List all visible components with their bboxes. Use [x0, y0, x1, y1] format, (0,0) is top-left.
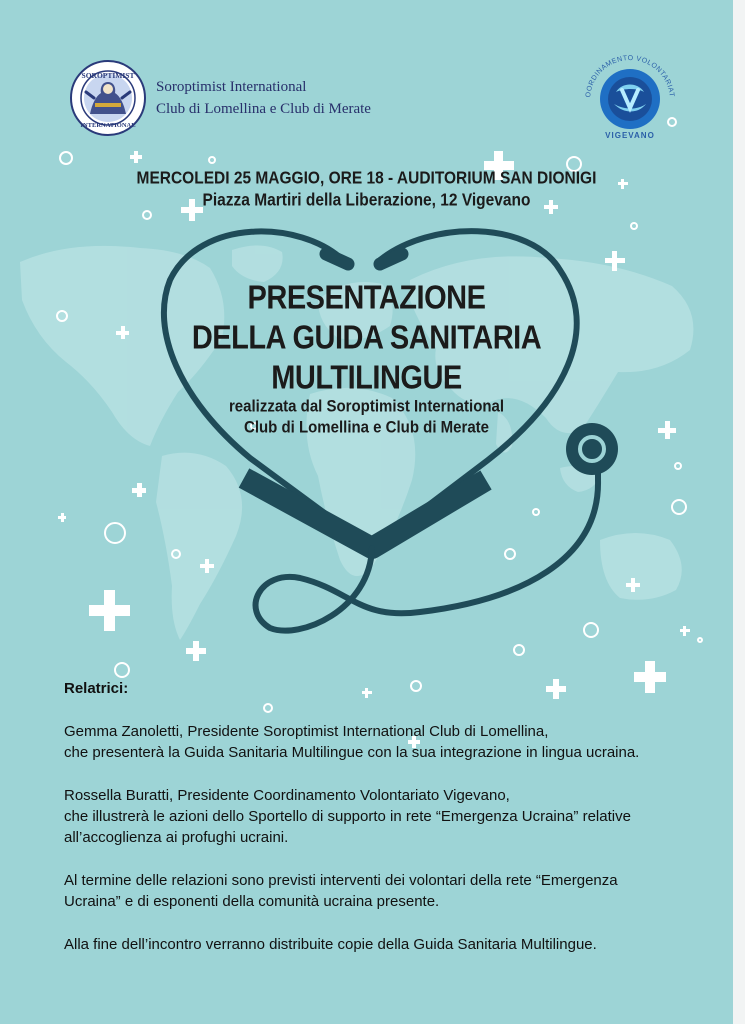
speaker-1: [64, 721, 704, 763]
body-text: [64, 678, 704, 977]
event-date-time: MERCOLEDI 25 MAGGIO, ORE 18 - AUDITORIUM SAN DIONIGI: [136, 168, 597, 188]
org-name-line2: Club di Lomellina e Club di Merate: [156, 101, 371, 117]
distribution-line: Alla fine dell’incontro verranno distribuite copie della Guida Sanitaria Multilingue.: [64, 936, 597, 953]
subtitle-line-1: realizzata dal Soroptimist International: [228, 397, 505, 416]
volontariato-logo-graphic: [580, 52, 680, 142]
event-address: Piazza Martiri della Liberazione, 12 Vigevano: [202, 190, 531, 210]
subtitle-line-2: Club di Lomellina e Club di Merate: [243, 418, 490, 437]
speaker-1-line-2: che presenterà la Guida Sanitaria Multilingue con la sua integrazione in lingua ucraina.: [64, 744, 640, 761]
closing-line-1: Al termine delle relazioni sono previsti interventi dei volontari della rete “Emergenza: [64, 872, 618, 889]
speaker-1-line-1: Gemma Zanoletti, Presidente Soroptimist International Club di Lomellina,: [64, 723, 549, 740]
title-line-3: MULTILINGUE: [271, 359, 462, 397]
org-name: [156, 76, 371, 120]
volontariato-logo: [580, 52, 680, 142]
org-name-line1: Soroptimist International: [156, 79, 307, 95]
speaker-2-line-1: Rossella Buratti, Presidente Coordinamento Volontariato Vigevano,: [64, 787, 510, 804]
speaker-2-line-2: che illustrerà le azioni dello Sportello di supporto in rete “Emergenza Ucraina” relative: [64, 808, 631, 825]
soroptimist-header: [68, 58, 388, 136]
title-line-2: DELLA GUIDA SANITARIA: [191, 319, 542, 357]
logo-text-bottom: INTERNATIONAL: [80, 122, 136, 129]
distribution-note: [64, 934, 704, 955]
closing-interventions: [64, 870, 704, 912]
logo-arc-text: OORDINAMENTO VOLONTARIAT: [585, 54, 675, 98]
speakers-heading: Relatrici:: [64, 680, 129, 697]
closing-line-2: Ucraina” e di esponenti della comunità ucraina presente.: [64, 893, 440, 910]
speaker-2-line-3: all’accoglienza ai profughi ucraini.: [64, 829, 289, 846]
page-edge: [733, 0, 745, 1024]
speaker-2: [64, 785, 704, 848]
title-line-1: PRESENTAZIONE: [247, 279, 486, 317]
logo-city-text: VIGEVANO: [605, 131, 655, 140]
soroptimist-logo: [68, 58, 148, 138]
logo-text-top: SOROPTIMIST: [81, 71, 135, 80]
